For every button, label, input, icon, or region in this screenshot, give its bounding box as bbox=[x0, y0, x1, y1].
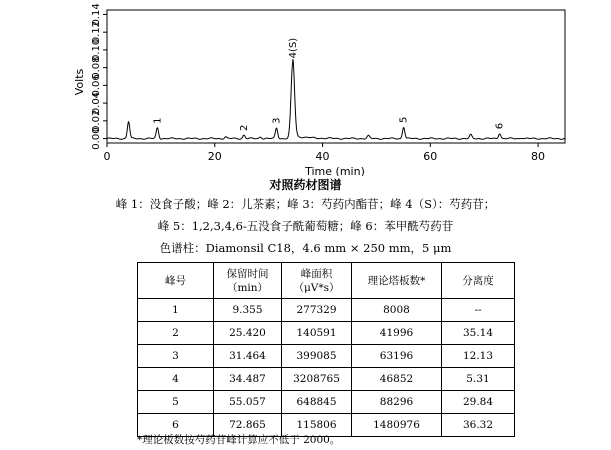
table-row bbox=[138, 345, 515, 368]
cell-peak: 4 bbox=[138, 368, 214, 391]
header-peak-area-line1: 峰面积 bbox=[300, 267, 333, 280]
cell-peak-area: 648845 bbox=[282, 391, 352, 414]
table-row bbox=[138, 391, 515, 414]
column-info: 色谱柱：Diamonsil C18，4.6 mm × 250 mm，5 μm bbox=[159, 241, 452, 255]
y-tick-label: 0.08 bbox=[91, 56, 102, 79]
y-axis bbox=[91, 3, 107, 149]
cell-resolution: 12.13 bbox=[442, 345, 515, 368]
y-tick-label: 0.02 bbox=[91, 109, 102, 132]
cell-peak-area: 115806 bbox=[282, 414, 352, 437]
peak-legend-line-1: 峰 1：没食子酸；峰 2：儿茶素；峰 3：芍药内酯苷；峰 4（S）：芍药苷； bbox=[115, 197, 496, 211]
header-peak-area bbox=[282, 263, 352, 299]
cell-resolution: 35.14 bbox=[442, 322, 515, 345]
cell-peak: 6 bbox=[138, 414, 214, 437]
cell-plates: 88296 bbox=[352, 391, 442, 414]
table-header-row bbox=[138, 263, 515, 299]
table-row bbox=[138, 368, 515, 391]
peak-label: 6 bbox=[494, 122, 506, 130]
cell-peak: 3 bbox=[138, 345, 214, 368]
y-tick-label: 0.14 bbox=[91, 3, 102, 26]
header-retention-time-line2: （min） bbox=[226, 281, 269, 294]
cell-peak-area: 399085 bbox=[282, 345, 352, 368]
cell-resolution: 5.31 bbox=[442, 368, 515, 391]
peak-label: 4(S) bbox=[287, 37, 299, 59]
table-row bbox=[138, 322, 515, 345]
x-tick-label: 60 bbox=[423, 150, 438, 163]
y-tick-label: 0.06 bbox=[91, 74, 102, 97]
cell-plates: 1480976 bbox=[352, 414, 442, 437]
y-tick-label: 0.12 bbox=[91, 21, 102, 44]
cell-plates: 8008 bbox=[352, 299, 442, 322]
cell-peak-area: 3208765 bbox=[282, 368, 352, 391]
cell-peak-area: 140591 bbox=[282, 322, 352, 345]
figure-title: 对照药材图谱 bbox=[269, 178, 342, 192]
header-peak-no: 峰号 bbox=[138, 263, 214, 299]
peak-data-table bbox=[137, 262, 515, 437]
cell-plates: 41996 bbox=[352, 322, 442, 345]
header-resolution: 分离度 bbox=[442, 263, 515, 299]
cell-peak: 1 bbox=[138, 299, 214, 322]
cell-retention-time: 34.487 bbox=[214, 368, 282, 391]
cell-retention-time: 31.464 bbox=[214, 345, 282, 368]
peak-label: 1 bbox=[152, 117, 164, 124]
cell-peak: 5 bbox=[138, 391, 214, 414]
cell-plates: 63196 bbox=[352, 345, 442, 368]
header-retention-time bbox=[214, 263, 282, 299]
cell-retention-time: 25.420 bbox=[214, 322, 282, 345]
x-axis bbox=[104, 143, 546, 163]
peak-legend-line-2: 峰 5：1,2,3,4,6-五没食子酰葡萄糖；峰 6：苯甲酰芍药苷 bbox=[157, 219, 454, 233]
cell-plates: 46852 bbox=[352, 368, 442, 391]
cell-resolution: -- bbox=[442, 299, 515, 322]
cell-retention-time: 72.865 bbox=[214, 414, 282, 437]
x-tick-label: 80 bbox=[531, 150, 546, 163]
peak-label: 2 bbox=[238, 124, 250, 132]
header-plates: 理论塔板数* bbox=[352, 263, 442, 299]
cell-resolution: 36.32 bbox=[442, 414, 515, 437]
cell-peak-area: 277329 bbox=[282, 299, 352, 322]
x-tick-label: 40 bbox=[315, 150, 330, 163]
header-retention-time-line1: 保留时间 bbox=[226, 267, 269, 280]
y-axis-label: Volts bbox=[73, 68, 86, 96]
cell-retention-time: 55.057 bbox=[214, 391, 282, 414]
table-footnote: *理论板数按芍药苷峰计算应不低于 2000。 bbox=[137, 434, 341, 446]
y-tick-label: 0.00 bbox=[91, 127, 102, 150]
table-row bbox=[138, 299, 515, 322]
cell-resolution: 29.84 bbox=[442, 391, 515, 414]
chromatogram-chart bbox=[0, 0, 611, 176]
x-axis-label: Time (min) bbox=[305, 165, 365, 176]
peak-label: 3 bbox=[271, 117, 283, 124]
y-tick-label: 0.10 bbox=[91, 38, 102, 62]
cell-peak: 2 bbox=[138, 322, 214, 345]
peak-labels bbox=[152, 38, 505, 131]
x-tick-label: 20 bbox=[207, 150, 222, 163]
y-tick-label: 0.04 bbox=[91, 91, 102, 115]
header-peak-area-line2: （μV*s） bbox=[293, 281, 340, 294]
peak-label: 5 bbox=[398, 116, 410, 124]
x-tick-label: 0 bbox=[103, 150, 111, 163]
cell-retention-time: 9.355 bbox=[214, 299, 282, 322]
